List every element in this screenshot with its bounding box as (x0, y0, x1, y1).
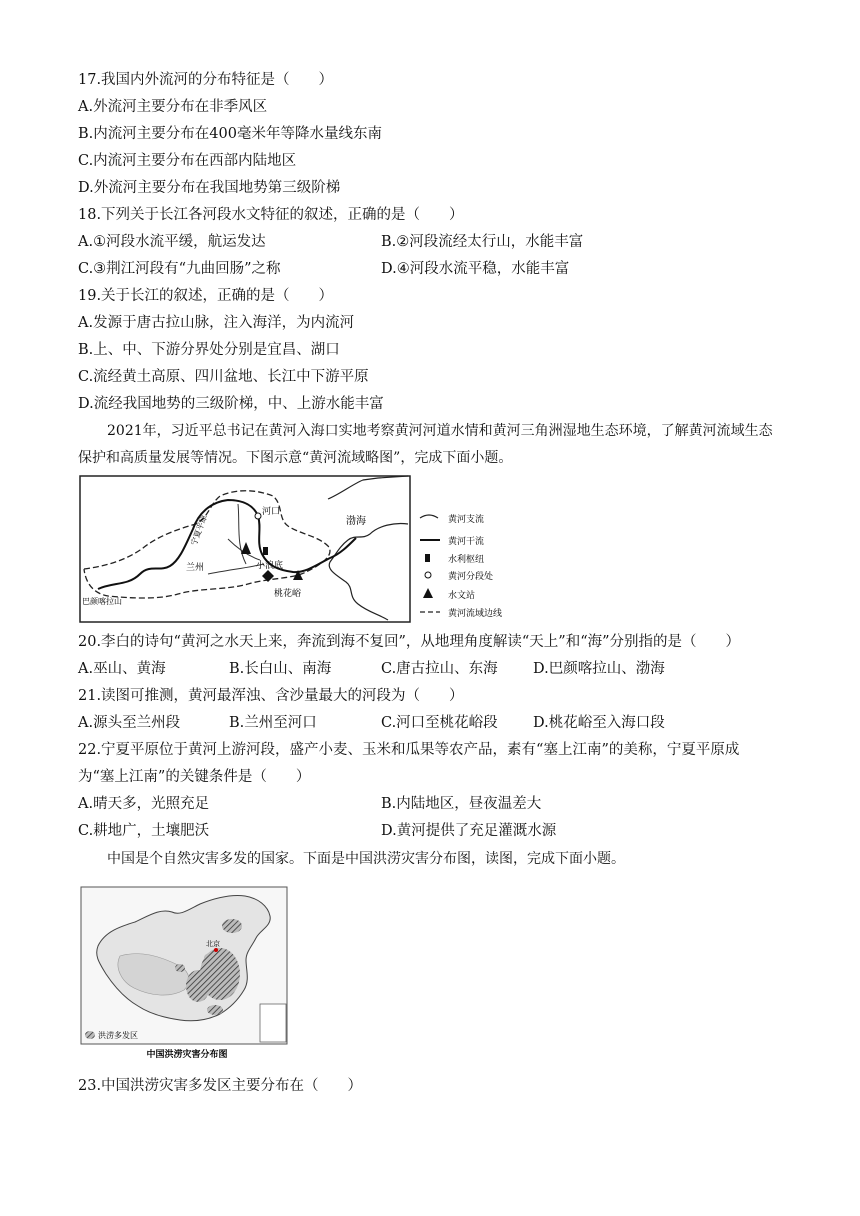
q21-stem: 21.读图可推测，黄河最浑浊、含沙量最大的河段为（ ） (78, 688, 464, 704)
reservoir-marker (263, 547, 268, 555)
hekou-marker (255, 513, 261, 519)
q20-stem: 20.李白的诗句“黄河之水天上来，奔流到海不复回”，从地理角度解读“天上”和“海”分别指的是（ ） (78, 634, 741, 650)
flood-area-central (186, 970, 210, 1002)
svg-text:黄河分段处: 黄河分段处 (448, 572, 494, 582)
china-flood-map (80, 886, 295, 1061)
beijing-marker (214, 948, 218, 952)
q19-stem: 19.关于长江的叙述，正确的是（ ） (78, 288, 334, 304)
flood-area-north (204, 953, 216, 963)
svg-text:水文站: 水文站 (448, 591, 476, 601)
q18-option-d: D.④河段水流平稳，水能丰富 (381, 261, 570, 277)
q19-option-c: C.流经黄土高原、四川盆地、长江中下游平原 (78, 369, 369, 385)
q17-option-d: D.外流河主要分布在我国地势第三级阶梯 (78, 180, 341, 196)
q18-option-c: C.③荆江河段有“九曲回肠”之称 (78, 261, 281, 277)
yellow-river-basin-map (78, 474, 798, 624)
q17-option-a: A.外流河主要分布在非季风区 (78, 99, 268, 115)
q18-option-a: A.①河段水流平缓，航运发达 (78, 234, 266, 250)
q19-option-a: A.发源于唐古拉山脉，注入海洋，为内流河 (78, 315, 355, 331)
svg-text:黄河支流: 黄河支流 (448, 515, 485, 525)
map-caption: 中国洪涝灾害分布图 (146, 1050, 228, 1060)
svg-text:黄河干流: 黄河干流 (448, 537, 485, 547)
q21-option-c: C.河口至桃花峪段 (381, 715, 498, 731)
taohuayu-label: 桃花峪 (274, 589, 302, 599)
flood-area-south (207, 1005, 223, 1015)
q21-option-d: D.桃花峪至入海口段 (533, 715, 665, 731)
bohai-label: 渤海 (346, 516, 366, 527)
q22-option-c: C.耕地广，土壤肥沃 (78, 823, 210, 839)
q19-option-b: B.上、中、下游分界处分别是宜昌、湖口 (78, 342, 340, 358)
q20-option-a: A.巫山、黄海 (78, 661, 166, 677)
q21-option-a: A.源头至兰州段 (78, 715, 181, 731)
bayan-label: 巴颜喀拉山 (82, 597, 122, 606)
legend-hatch-icon (85, 1031, 95, 1039)
south-sea-inset (260, 1004, 286, 1042)
ningxia-label: 宁夏平原 (189, 513, 209, 547)
q18-stem: 18.下列关于长江各河段水文特征的叙述，正确的是（ ） (78, 207, 464, 223)
beijing-label: 北京 (206, 940, 220, 948)
svg-text:水利枢纽: 水利枢纽 (448, 555, 485, 565)
svg-text:黄河流域边线: 黄河流域边线 (448, 609, 503, 619)
hekou-label: 河口 (262, 507, 281, 517)
q17-stem: 17.我国内外流河的分布特征是（ ） (78, 72, 334, 88)
q22-option-a: A.晴天多，光照充足 (78, 796, 210, 812)
q18-option-b: B.②河段流经太行山，水能丰富 (381, 234, 584, 250)
q17-option-c: C.内流河主要分布在西部内陆地区 (78, 153, 297, 169)
q21-option-b: B.兰州至河口 (229, 715, 317, 731)
q20-option-d: D.巴颜喀拉山、渤海 (533, 661, 665, 677)
q17-option-b: B.内流河主要分布在400毫米年等降水量线东南 (78, 126, 382, 142)
map-legend (420, 513, 502, 619)
q19-option-d: D.流经我国地势的三级阶梯，中、上游水能丰富 (78, 396, 384, 412)
flood-area-northeast (222, 919, 242, 933)
flood-intro: 中国是个自然灾害多发的国家。下面是中国洪涝灾害分布图，读图，完成下面小题。 (107, 851, 625, 867)
q20-option-c: C.唐古拉山、东海 (381, 661, 498, 677)
legend-label: 洪涝多发区 (98, 1031, 138, 1040)
q22-stem-line2: 为“塞上江南”的关键条件是（ ） (78, 769, 311, 785)
lanzhou-label: 兰州 (186, 563, 205, 573)
q22-option-b: B.内陆地区，昼夜温差大 (381, 796, 542, 812)
xiaolangdi-label: 小浪底 (256, 561, 284, 571)
q20-option-b: B.长白山、南海 (229, 661, 332, 677)
flood-area-west (175, 964, 185, 972)
q22-option-d: D.黄河提供了充足灌溉水源 (381, 823, 557, 839)
q23-stem: 23.中国洪涝灾害多发区主要分布在（ ） (78, 1078, 363, 1094)
yellow-river-intro: 2021年，习近平总书记在黄河入海口实地考察黄河河道水情和黄河三角洲湿地生态环境，了解黄河流域生态保护和高质量发展等情况。下图示意“黄河流域略图”，完成下面小题。 (78, 423, 773, 466)
q22-stem-line1: 22.宁夏平原位于黄河上游河段，盛产小麦、玉米和瓜果等农产品，素有“塞上江南”的美称，宁夏平原成 (78, 742, 740, 758)
